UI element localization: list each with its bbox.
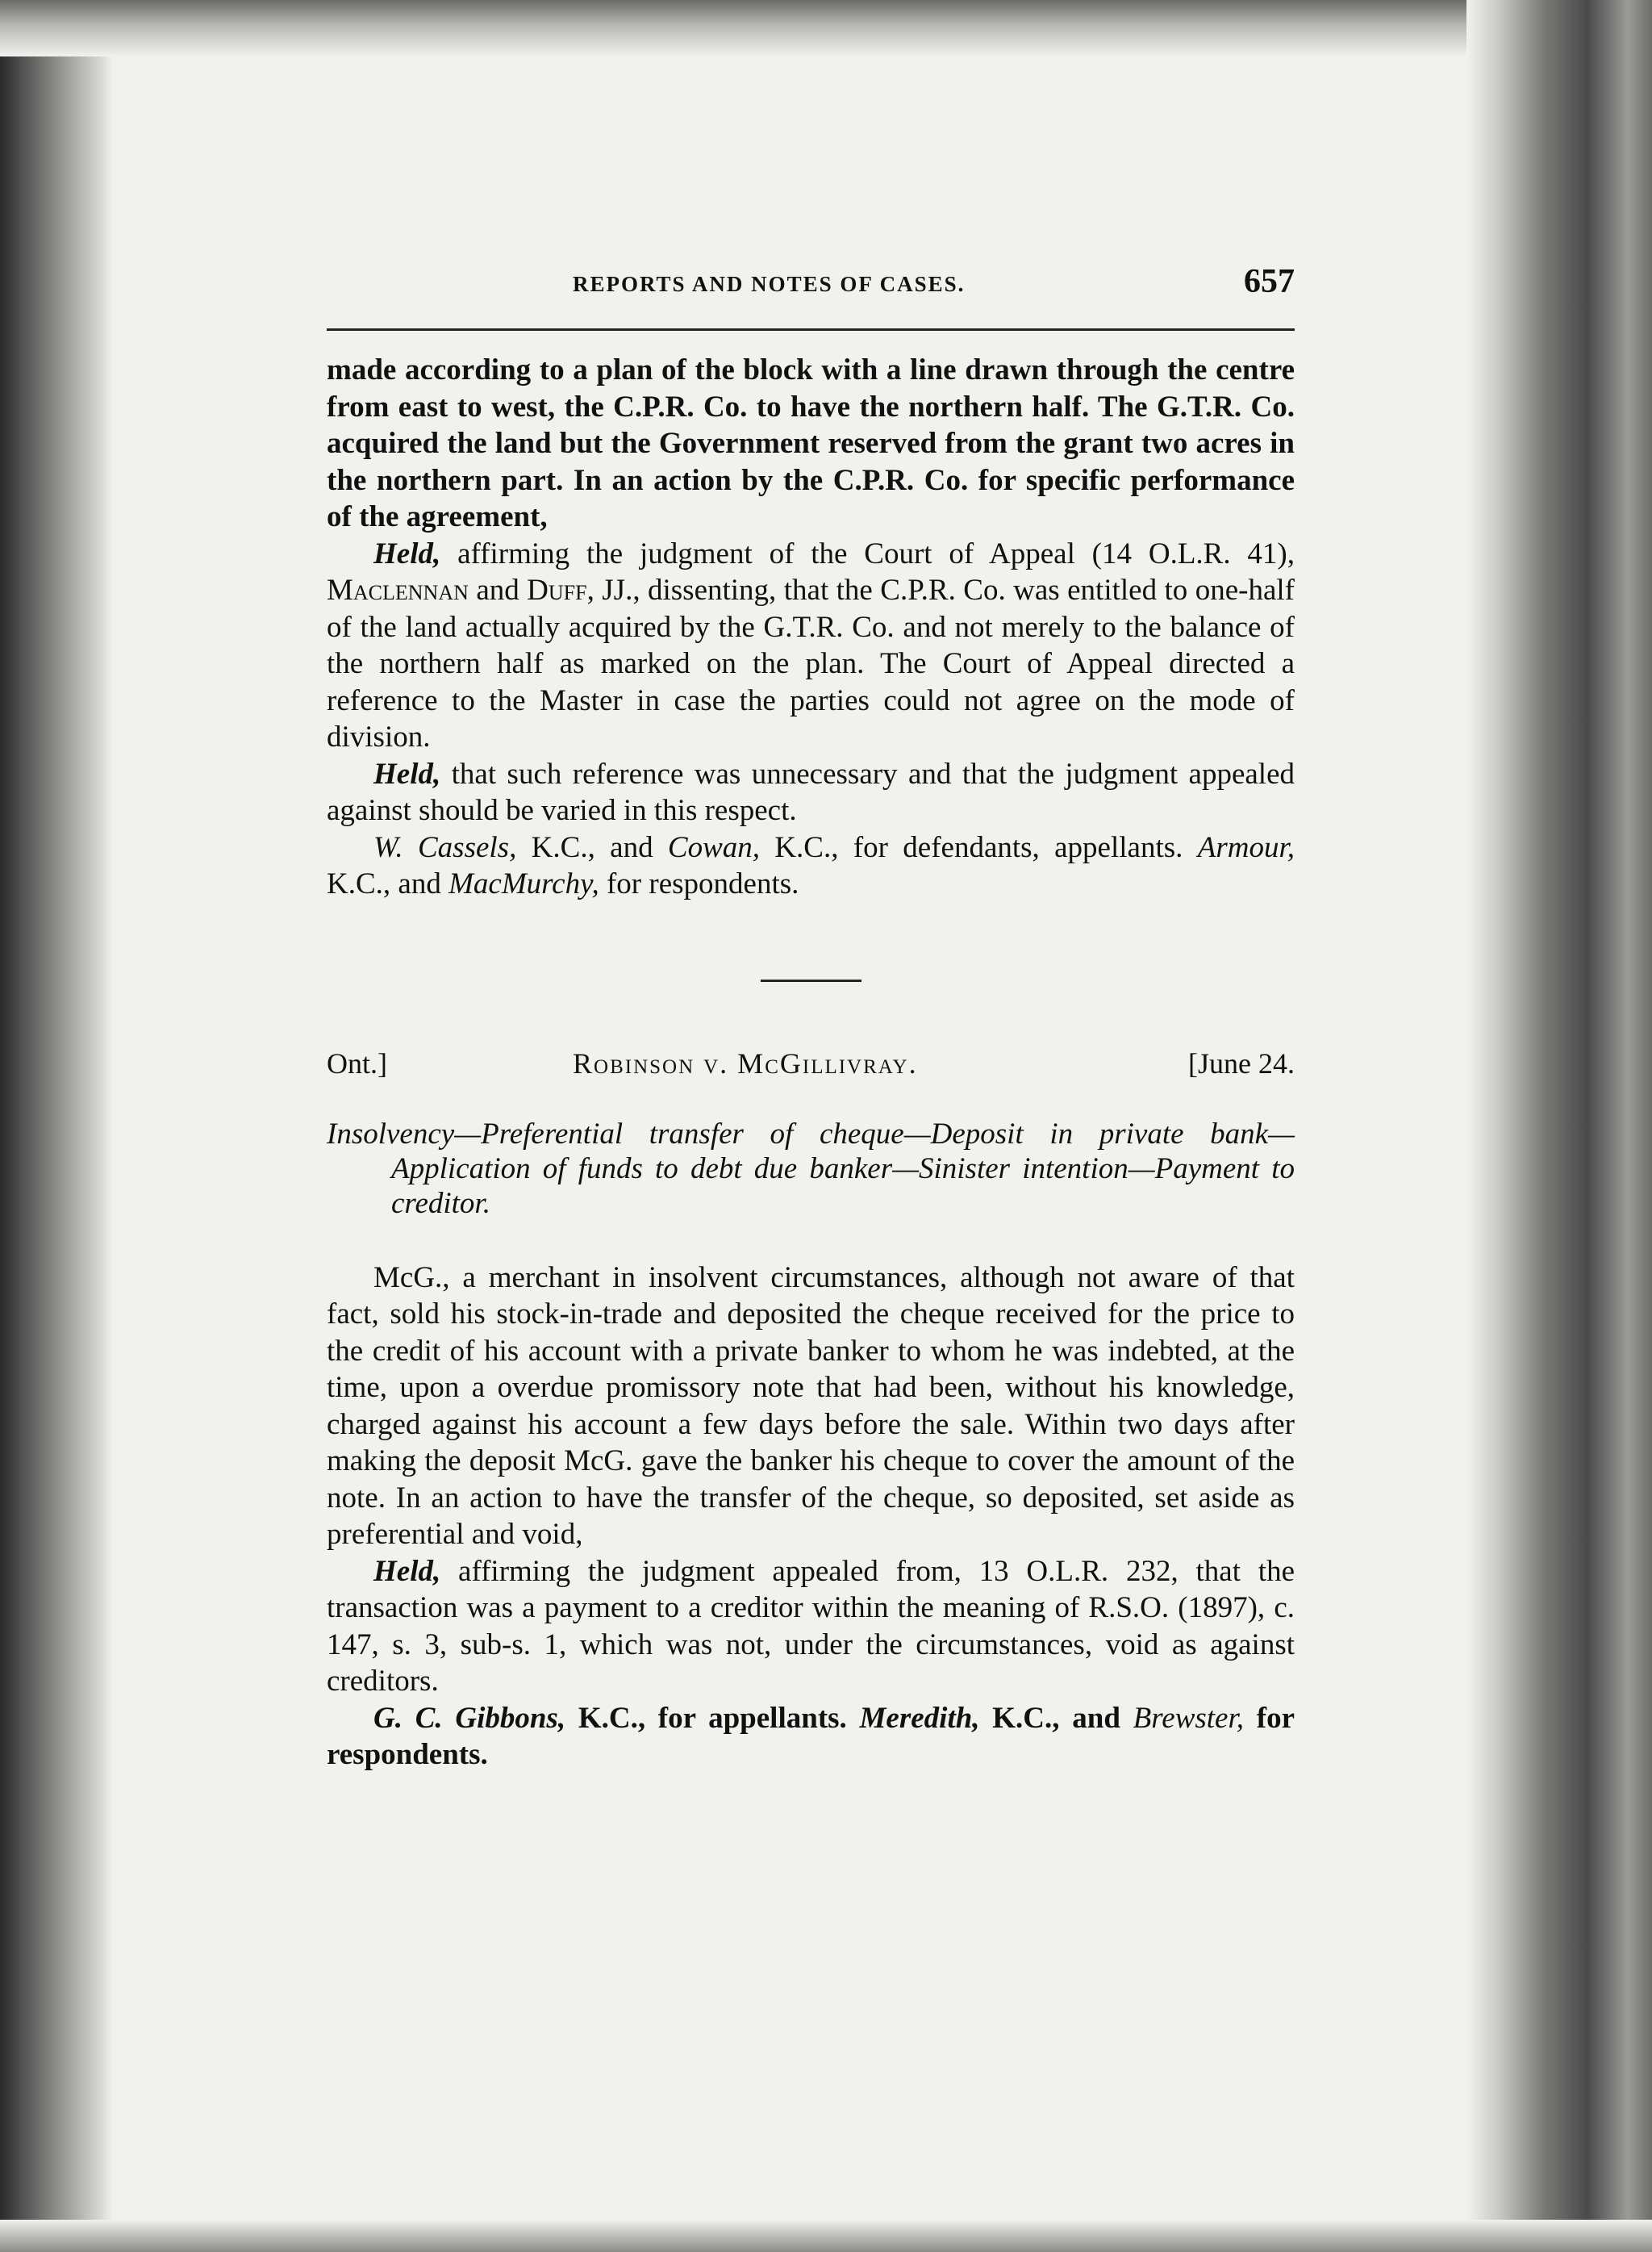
running-head (327, 262, 1295, 311)
case1-counsel (327, 829, 1295, 903)
counsel-name: Armour, (1197, 830, 1295, 864)
counsel-name: W. Cassels, (373, 830, 517, 864)
held-text-and: and (468, 574, 528, 607)
counsel-text: for respondents. (599, 867, 799, 900)
case-court: Ont.] (327, 1047, 387, 1080)
counsel-text: K.C., and (327, 867, 449, 900)
counsel-name: G. C. Gibbons, (373, 1701, 566, 1735)
case-separator (761, 980, 861, 982)
page-number: 657 (1244, 263, 1295, 300)
held-label: Held, (373, 757, 441, 791)
counsel-text: K.C., and (516, 830, 668, 864)
scan-bottom-edge (0, 2220, 1652, 2252)
held-label: Held, (373, 537, 441, 570)
case2-heading (327, 1047, 1295, 1087)
case-title: Robinson v. McGillivray. (573, 1047, 918, 1080)
judge-name: Duff (527, 574, 587, 607)
counsel-text: K.C., for defendants, appellants. (760, 830, 1198, 864)
counsel-name: Meredith, (859, 1701, 980, 1735)
case1-held-1 (327, 536, 1295, 756)
counsel-text: K.C., for appellants. (565, 1701, 860, 1735)
case2-counsel (327, 1700, 1295, 1774)
judge-name: Maclennan (327, 574, 469, 607)
case1-held-2 (327, 756, 1295, 829)
counsel-name: Brewster, (1133, 1701, 1245, 1735)
counsel-name: MacMurchy, (448, 867, 599, 900)
scan-left-edge (0, 0, 113, 2252)
case1-continuation: made according to a plan of the block with a line drawn through the centre from east to west, the C.P.R. Co. to have the northern half. The G.T.R. Co. acquired the land but the Government reserved from the grant two acres in the northern part. In an action by the C.P.R. Co. for specific performance of the agreement, (327, 353, 1295, 533)
held-text-part1: affirming the judgment of the Court of Appeal (14 O.L.R. 41), (440, 537, 1295, 570)
scan-top-edge (0, 0, 1652, 56)
header-rule (327, 328, 1295, 331)
counsel-text: for respondents. (327, 1701, 1295, 1771)
page-content (327, 262, 1295, 1774)
running-head-title: REPORTS AND NOTES OF CASES. (573, 272, 966, 296)
held-label: Held, (373, 1554, 441, 1588)
held-text: that such reference was unnecessary and that the judgment appealed against should be varied in this respect. (327, 757, 1295, 827)
held-text-part2: , JJ., dissenting, that the C.P.R. Co. was entitled to one-half of the land actually acquired by the G.T.R. Co. and not merely to the balance of the northern half as marked on the plan. The Court of Appeal directed a reference to the Master in case the parties could not agree on the mode of division. (327, 574, 1295, 754)
counsel-text: K.C., and (979, 1701, 1133, 1735)
scan-right-edge (1466, 0, 1652, 2252)
case2-facts: McG., a merchant in insolvent circumstances, although not aware of that fact, sold his stock-in-trade and deposited the cheque received for the price to the credit of his account with a private banker to whom he was indebted, at the time, upon a overdue promissory note that had been, without his knowledge, charged against his account a few days before the sale. Within two days after making the deposit McG. gave the banker his cheque to cover the amount of the note. In an action to have the transfer of the cheque, so deposited, set aside as preferential and void, (327, 1260, 1295, 1551)
counsel-name: Cowan, (667, 830, 761, 864)
case2-held (327, 1553, 1295, 1700)
case2-catchwords: Insolvency—Preferential transfer of cheque—Deposit in private bank—Application of funds to debt due banker—Sinister intention—Payment to creditor. (327, 1117, 1295, 1220)
held-text: affirming the judgment appealed from, 13 O.L.R. 232, that the transaction was a payment to a creditor within the meaning of R.S.O. (1897), c. 147, s. 3, sub-s. 1, which was not, under the circumstances, void as against creditors. (327, 1554, 1295, 1698)
case-date: [June 24. (1188, 1047, 1295, 1080)
